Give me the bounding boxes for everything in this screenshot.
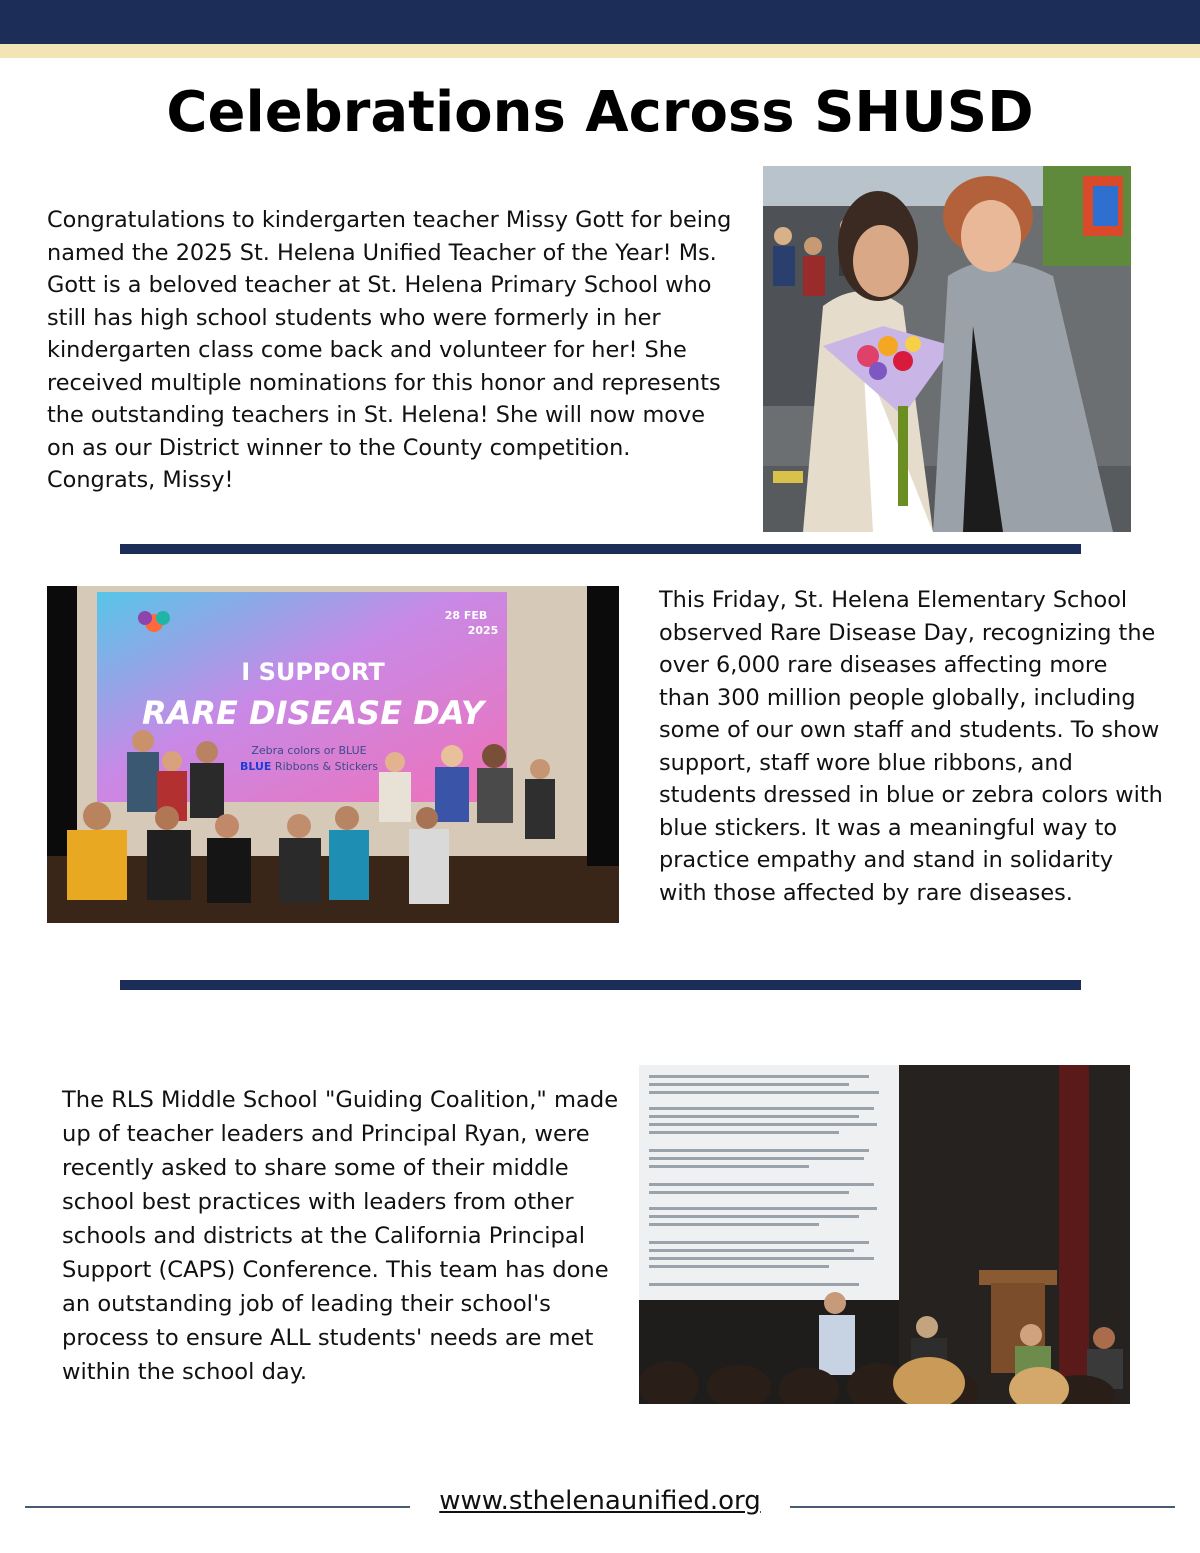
top-navy-bar: [0, 0, 1200, 44]
guiding-coalition-text: The RLS Middle School "Guiding Coalition," made up of teacher leaders and Principal Ryan, were recently asked to share some of their middle school best practices with leaders from other schools and districts at the California Principal Support (CAPS) Conference. This team has done an outstanding job of leading their school's process to ensure ALL students' needs are met within the school day.: [62, 1087, 619, 1385]
footer-line-right: [790, 1506, 1175, 1508]
top-cream-stripe: [0, 44, 1200, 58]
screen-date-line2: 2025: [467, 624, 499, 637]
screen-sub-1: Zebra colors or BLUE: [251, 744, 367, 757]
rare-disease-day-text: This Friday, St. Helena Elementary School observed Rare Disease Day, recognizing the over 6,000 rare diseases affecting more than 300 million people globally, including some of our own staff and students. To show support, staff wore blue ribbons, and students dressed in blue or zebra colors with blue stickers. It was a meaningful way to practice empathy and stand in solidarity with those affected by rare diseases.: [659, 587, 1163, 906]
page-title: Celebrations Across SHUSD: [166, 80, 1034, 145]
teacher-of-year-text: Congratulations to kindergarten teacher Missy Gott for being named the 2025 St. Helena Unified Teacher of the Year! Ms. Gott is a beloved teacher at St. Helena Primary School who still has high school students who were formerly in her kindergarten class come back and volunteer for her! She received multiple nominations for this honor and represents the outstanding teachers in St. Helena! She will now move on as our District winner to the County competition. Congrats, Missy!: [47, 207, 732, 493]
screen-headline-1: I SUPPORT: [241, 658, 385, 686]
screen-sub-2: [240, 760, 378, 773]
rare-disease-day-photo: [47, 586, 619, 923]
section-divider-1: [120, 544, 1081, 554]
screen-date-line1: 28 FEB: [444, 609, 488, 622]
website-link[interactable]: www.sthelenaunified.org: [439, 1486, 761, 1516]
screen-headline-2: RARE DISEASE DAY: [141, 694, 485, 732]
screen-sub-2-bold: BLUE: [239, 760, 272, 773]
teacher-of-year-photo: [763, 166, 1131, 532]
section-divider-2: [120, 980, 1081, 990]
caps-conference-photo: [639, 1065, 1130, 1404]
footer-line-left: [25, 1506, 410, 1508]
screen-sub-2-rest: Ribbons & Stickers: [271, 760, 379, 773]
